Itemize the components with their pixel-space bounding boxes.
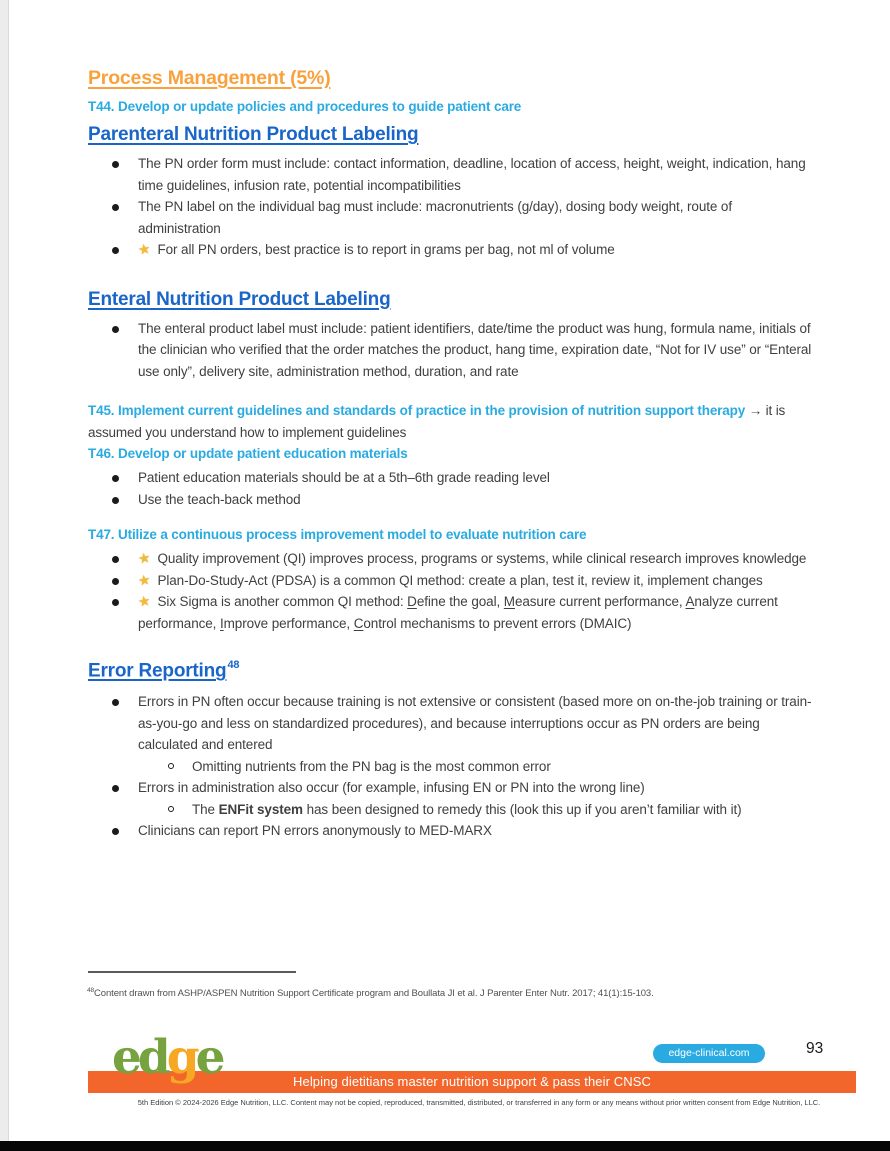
sub-list-item bbox=[88, 799, 812, 821]
edge-logo bbox=[112, 1030, 222, 1085]
list-item bbox=[88, 691, 812, 756]
task-heading-t44: T44. Develop or update policies and procedures to guide patient care bbox=[88, 99, 522, 114]
bullet-dot-icon bbox=[112, 497, 119, 504]
bullet-text bbox=[138, 591, 812, 634]
section-heading-error-reporting bbox=[88, 654, 812, 683]
bullet-dot-icon bbox=[112, 556, 119, 563]
bullet-dot-icon bbox=[112, 578, 119, 585]
list-item bbox=[88, 777, 812, 799]
bullet-text bbox=[138, 239, 812, 261]
task-heading-t47: T47. Utilize a continuous process improvement model to evaluate nutrition care bbox=[88, 527, 587, 542]
section-heading-enteral-labeling bbox=[88, 287, 812, 312]
sub-list-item bbox=[88, 756, 812, 778]
footnote-divider bbox=[88, 971, 296, 973]
star-icon: ★ bbox=[136, 570, 152, 589]
bullet-text: The PN label on the individual bag must include: macronutrients (g/day), dosing body weight, route of administration bbox=[138, 199, 732, 236]
section-heading-process-management: Process Management (5%) bbox=[88, 67, 331, 89]
bullet-dot-icon bbox=[112, 599, 119, 606]
list-item bbox=[88, 591, 812, 634]
bullet-dot-icon bbox=[112, 247, 119, 254]
list-item bbox=[88, 153, 812, 196]
star-icon: ★ bbox=[136, 240, 152, 258]
task-heading-t46: T46. Develop or update patient education materials bbox=[88, 446, 408, 461]
enteral-bullet-list bbox=[88, 318, 812, 383]
bullet-dot-icon bbox=[112, 475, 119, 482]
section-heading-parenteral-labeling bbox=[88, 122, 812, 147]
bullet-text-inner: Six Sigma is another common QI method: Define the goal, Measure current performance, Analyze current performance, Improve performance, Control mechanisms to prevent errors (DMAIC) bbox=[138, 594, 778, 631]
bullet-text: Patient education materials should be at a 5th–6th grade reading level bbox=[138, 470, 550, 485]
footnote-number: 48 bbox=[87, 987, 95, 994]
page-footer bbox=[0, 1028, 890, 1141]
bullet-text: Omitting nutrients from the PN bag is the most common error bbox=[192, 758, 551, 774]
bullet-dot-icon bbox=[112, 326, 119, 333]
footnote bbox=[87, 984, 839, 1000]
logo-letter: e bbox=[195, 1030, 222, 1085]
footnote-reference: 48 bbox=[227, 659, 240, 671]
bullet-dot-icon bbox=[112, 699, 119, 706]
t46-bullet-list bbox=[88, 467, 812, 510]
bullet-text: The ENFit system has been designed to remedy this (look this up if you aren’t familiar with it) bbox=[192, 801, 742, 817]
tagline-banner: Helping dietitians master nutrition support & pass their CNSC bbox=[88, 1071, 856, 1093]
bullet-dot-icon bbox=[112, 828, 119, 835]
page-number: 93 bbox=[806, 1040, 824, 1057]
bullet-circle-icon bbox=[168, 806, 174, 812]
logo-letter: g bbox=[166, 1030, 196, 1085]
t47-bullet-list bbox=[88, 548, 812, 634]
list-item bbox=[88, 820, 812, 842]
star-icon: ★ bbox=[136, 549, 152, 567]
page-content bbox=[88, 66, 812, 842]
star-icon: ★ bbox=[136, 592, 152, 610]
bullet-text-inner: Plan-Do-Study-Act (PDSA) is a common QI method: create a plan, test it, review it, implement changes bbox=[157, 572, 763, 588]
page-left-edge bbox=[0, 0, 9, 1151]
bullet-text bbox=[138, 570, 812, 592]
bullet-text bbox=[138, 548, 812, 570]
bullet-dot-icon bbox=[112, 204, 119, 211]
bullet-text: Use the teach-back method bbox=[138, 491, 301, 507]
task-heading-t45: T45. Implement current guidelines and standards of practice in the provision of nutrition support therapy → it is assumed you understand how to implement guidelines bbox=[88, 403, 786, 440]
bullet-text: Errors in administration also occur (for example, infusing EN or PN into the wrong line) bbox=[138, 780, 645, 796]
bullet-text: The enteral product label must include: patient identifiers, date/time the product was hung, formula name, initials of the clinician who verified that the order matches the product, hang time, expiration date, “Not for IV use” or “Enteral use only”, delivery site, administration method, duration, and rate bbox=[138, 320, 812, 379]
heading-text: Error Reporting bbox=[88, 660, 227, 682]
bullet-circle-icon bbox=[168, 763, 174, 769]
bullet-text: Errors in PN often occur because training is not extensive or consistent (based more on on-the-job training or train-as-you-go and less on standardized procedures), and because interruptions occur as PN orders are being calculated and entered bbox=[138, 694, 812, 753]
bottom-bar bbox=[0, 1141, 890, 1151]
parenteral-bullet-list bbox=[88, 153, 812, 261]
heading-text: Enteral Nutrition Product Labeling bbox=[88, 288, 391, 310]
list-item bbox=[88, 196, 812, 239]
logo-letter: e bbox=[112, 1030, 138, 1085]
bullet-text-inner: Quality improvement (QI) improves process, programs or systems, while clinical research improves knowledge bbox=[157, 551, 807, 566]
list-item bbox=[88, 467, 812, 489]
error-reporting-bullet-list bbox=[88, 691, 812, 842]
list-item bbox=[88, 318, 812, 383]
website-badge[interactable]: edge-clinical.com bbox=[653, 1044, 765, 1063]
bullet-text-inner: For all PN orders, best practice is to report in grams per bag, not ml of volume bbox=[157, 242, 615, 257]
logo-letter: d bbox=[137, 1030, 167, 1085]
bullet-dot-icon bbox=[112, 785, 119, 792]
copyright-notice: 5th Edition © 2024-2026 Edge Nutrition, LLC. Content may not be copied, reproduced, transmitted, distributed, or transferred in any form or any means without prior written consent from Edge Nutrition, LLC. bbox=[137, 1098, 821, 1107]
list-item bbox=[88, 548, 812, 570]
list-item bbox=[88, 570, 812, 592]
heading-text: Parenteral Nutrition Product Labeling bbox=[88, 124, 419, 145]
bullet-text: The PN order form must include: contact information, deadline, location of access, height, weight, indication, hang time guidelines, infusion rate, potential incompatibilities bbox=[138, 156, 806, 193]
footnote-text: Content drawn from ASHP/ASPEN Nutrition Support Certificate program and Boullata JI et al. J Parenter Enter Nutr. 2017; 41(1):15-103. bbox=[94, 988, 654, 1000]
bullet-dot-icon bbox=[112, 161, 119, 168]
bullet-text: Clinicians can report PN errors anonymously to MED-MARX bbox=[138, 823, 492, 839]
list-item bbox=[88, 489, 812, 511]
list-item bbox=[88, 239, 812, 261]
